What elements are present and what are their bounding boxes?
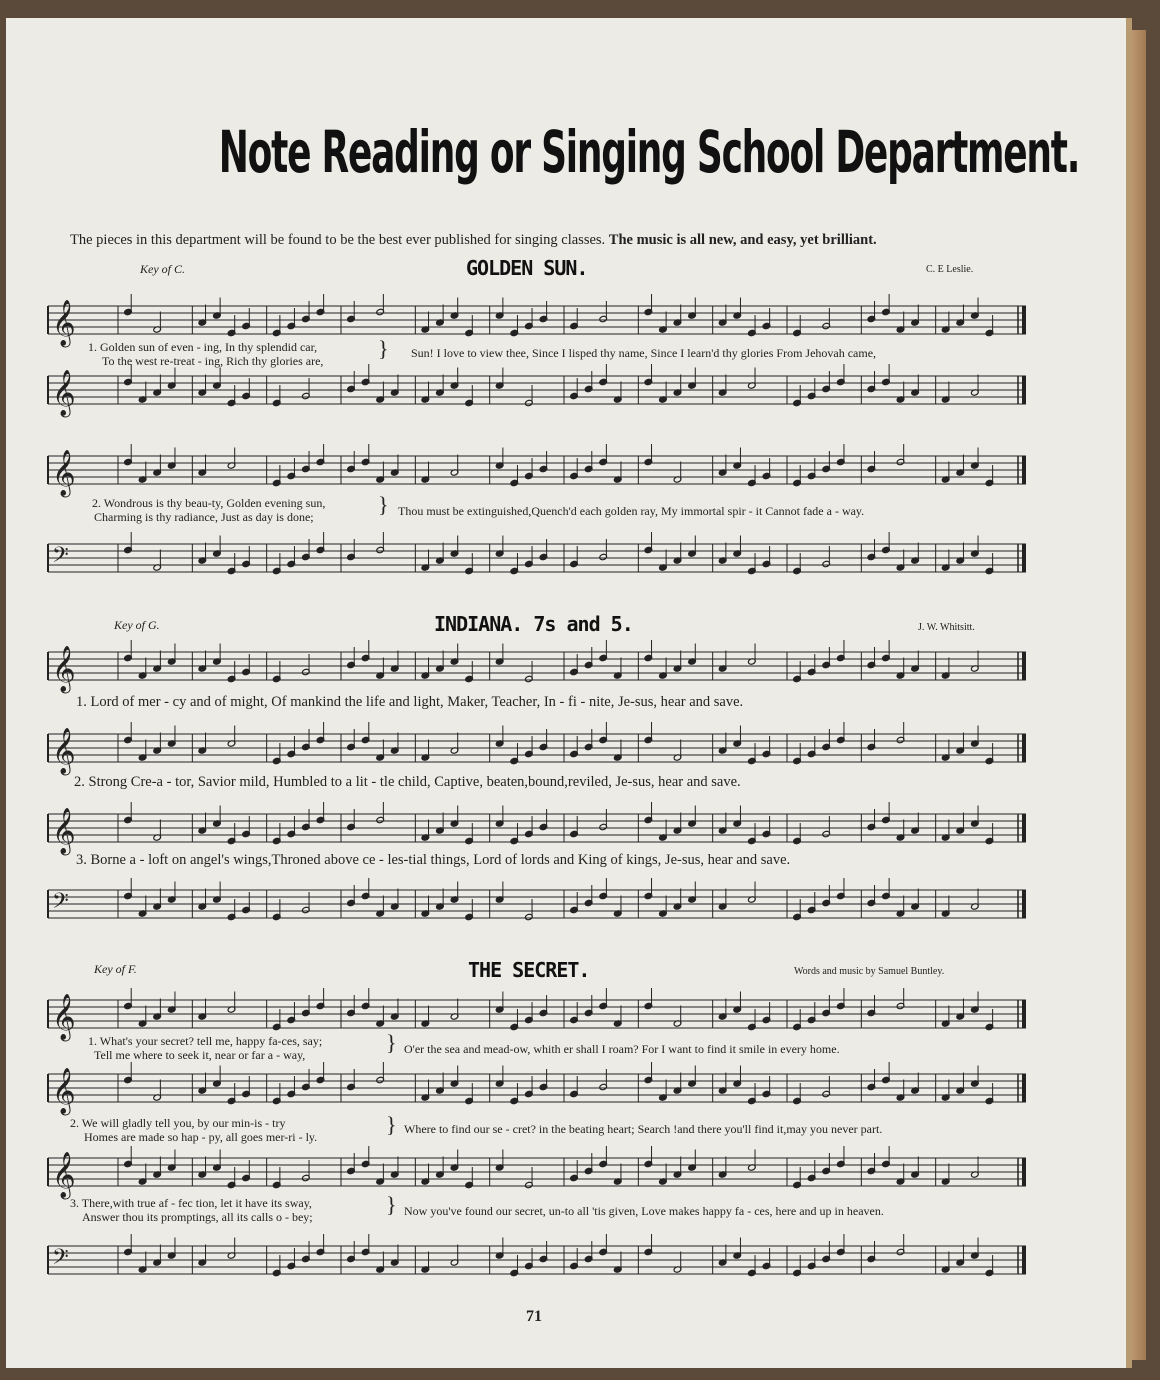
song2-staff-3 bbox=[48, 808, 1028, 854]
song2-key: Key of G. bbox=[114, 618, 160, 632]
page-number: 71 bbox=[526, 1308, 542, 1325]
song3-verse3-line-c: Now you've found our secret, un-to all 'tis given, Love makes happy fa - ces, here and up in heaven. bbox=[404, 1204, 884, 1218]
song3-verse2-line-b: Homes are made so hap - py, all goes mer-ri - ly. bbox=[84, 1130, 318, 1144]
svg-text:𝄞: 𝄞 bbox=[52, 370, 76, 416]
song2-title: INDIANA. 7s and 5. bbox=[434, 612, 633, 636]
song1-verse2-line-c: Thou must be extinguished,Quench'd each golden ray, My immortal spir - it Cannot fade a - way. bbox=[398, 504, 865, 518]
svg-text:𝄞: 𝄞 bbox=[52, 728, 76, 774]
song1-key: Key of C. bbox=[140, 262, 185, 276]
svg-text:𝄢: 𝄢 bbox=[52, 1245, 69, 1275]
song3-verse2-line-a: 2. We will gladly tell you, by our min-is - try bbox=[70, 1116, 286, 1130]
svg-text:𝄞: 𝄞 bbox=[52, 646, 76, 692]
svg-text:𝄞: 𝄞 bbox=[52, 1152, 76, 1198]
song2-staff-2 bbox=[48, 728, 1028, 774]
svg-text:𝄞: 𝄞 bbox=[52, 450, 76, 496]
svg-text:𝄞: 𝄞 bbox=[52, 994, 76, 1040]
song1-staff-3 bbox=[48, 450, 1028, 496]
sheet bbox=[6, 18, 1132, 1368]
song3-verse2-line-c: Where to find our se - cret? in the beating heart; Search !and there you'll find it,may you never part. bbox=[404, 1122, 883, 1136]
song3-brace-1: } bbox=[386, 1030, 397, 1055]
song3-verse1-line-b: Tell me where to seek it, near or far a - way, bbox=[94, 1048, 306, 1062]
song1-verse1-line-b: To the west re-treat - ing, Rich thy glories are, bbox=[102, 354, 324, 368]
song3-key: Key of F. bbox=[94, 962, 137, 976]
song3-author: Words and music by Samuel Buntley. bbox=[794, 966, 945, 977]
svg-text:𝄢: 𝄢 bbox=[52, 543, 69, 573]
song2-verse2: 2. Strong Cre-a - tor, Savior mild, Humbled to a lit - tle child, Captive, beaten,bound,reviled, Je-sus, hear and save. bbox=[74, 774, 741, 790]
song1-verse1-line-a: 1. Golden sun of even - ing, In thy splendid car, bbox=[88, 340, 318, 354]
song3-staff-4 bbox=[48, 1240, 1028, 1280]
song3-staff-3 bbox=[48, 1152, 1028, 1198]
song1-brace-1: } bbox=[378, 336, 389, 361]
page-title: Note Reading or Singing School Department. bbox=[218, 118, 1080, 186]
song3-title: THE SECRET. bbox=[468, 958, 590, 982]
svg-text:𝄞: 𝄞 bbox=[52, 808, 76, 854]
song1-staff-4 bbox=[48, 538, 1028, 578]
song1-staff-1 bbox=[48, 300, 1028, 346]
song3-verse1-line-c: O'er the sea and mead-ow, whith er shall I roam? For I want to find it smile in every home. bbox=[404, 1042, 840, 1056]
intro-part-2: The music is all new, and easy, yet brilliant. bbox=[608, 232, 877, 248]
song2-author: J. W. Whitsitt. bbox=[918, 622, 975, 633]
svg-text:𝄞: 𝄞 bbox=[52, 1068, 76, 1114]
intro-text bbox=[70, 232, 1070, 249]
song2-staff-4 bbox=[48, 884, 1028, 924]
svg-text:𝄢: 𝄢 bbox=[52, 889, 69, 919]
intro-part-1: The pieces in this department will be found to be the best ever published for singing classes. bbox=[70, 232, 606, 248]
song3-staff-1 bbox=[48, 994, 1028, 1040]
song3-brace-2: } bbox=[386, 1112, 397, 1137]
song1-verse2-line-a: 2. Wondrous is thy beau-ty, Golden evening sun, bbox=[92, 496, 326, 510]
song3-brace-3: } bbox=[386, 1192, 397, 1217]
song1-staff-2 bbox=[48, 370, 1028, 416]
song3-verse3-line-a: 3. There,with true af - fec tion, let it have its sway, bbox=[70, 1196, 312, 1210]
song1-title: GOLDEN SUN. bbox=[466, 256, 588, 280]
song1-verse1-line-c: Sun! I love to view thee, Since I lisped thy name, Since I learn'd thy glories From Jehovah came, bbox=[411, 346, 877, 360]
song3-staff-2 bbox=[48, 1068, 1028, 1114]
svg-text:𝄞: 𝄞 bbox=[52, 300, 76, 346]
song1-author: C. E Leslie. bbox=[926, 264, 974, 275]
song3-verse3-line-b: Answer thou its promptings, all its calls o - bey; bbox=[82, 1210, 313, 1224]
song1-verse2-line-b: Charming is thy radiance, Just as day is done; bbox=[94, 510, 314, 524]
song2-verse3: 3. Borne a - loft on angel's wings,Throned above ce - les-tial things, Lord of lords and King of kings, Je-sus, hear and save. bbox=[76, 852, 791, 868]
song1-brace-2: } bbox=[378, 492, 389, 517]
song2-verse1: 1. Lord of mer - cy and of might, Of mankind the life and light, Maker, Teacher, In - fi - nite, Je-sus, hear and save. bbox=[76, 694, 744, 710]
song2-staff-1 bbox=[48, 646, 1028, 692]
song3-verse1-line-a: 1. What's your secret? tell me, happy fa-ces, say; bbox=[88, 1034, 323, 1048]
